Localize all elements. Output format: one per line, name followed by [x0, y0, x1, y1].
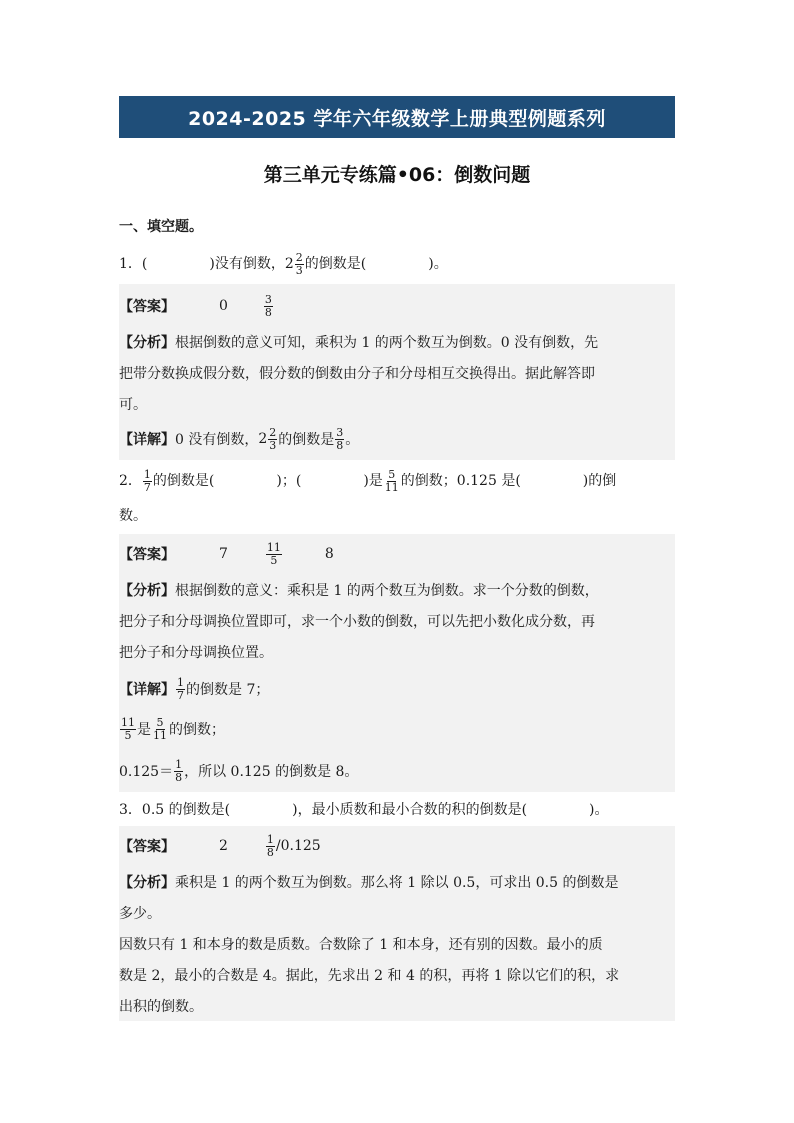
question-2-continued: 数。 [119, 508, 147, 524]
question-text: 0.5 的倒数是( [141, 802, 231, 818]
question-text: 的倒数；0.125 是( [400, 473, 521, 489]
solution-box-2 [119, 534, 675, 792]
mixed-whole: 2 [284, 256, 294, 272]
fraction: $\frac{2}{3}$ [295, 250, 303, 277]
question-text: )是 [363, 473, 383, 489]
answer-label: 【答案】 [119, 299, 175, 315]
answer-line [119, 288, 675, 324]
fraction: $\frac{1}{7}$ [143, 467, 151, 494]
answer-value: 2 [219, 838, 228, 854]
question-2 [119, 464, 679, 498]
question-1 [119, 247, 679, 281]
paren-open: ( [141, 256, 148, 272]
answer-line [119, 536, 675, 572]
question-text: 的倒数是( [304, 256, 367, 272]
question-number: 1． [119, 256, 142, 272]
answer-value: 8 [324, 546, 334, 562]
question-number: 2． [119, 473, 142, 489]
question-text: )，最小质数和最小合数的积的倒数是( [292, 802, 528, 818]
detail-line-3: 0.125＝ $\frac{1}{8}$ ，所以 0.125 的倒数是 8。 [119, 757, 359, 784]
answer-label: 【答案】 [119, 839, 175, 855]
detail-line-1: 【详解】 $\frac{1}{7}$ 的倒数是 7； [119, 675, 270, 702]
solution-box-3 [119, 826, 675, 1021]
analysis-text: 【分析】乘积是 1 的两个数互为倒数。那么将 1 除以 0.5，可求出 0.5 的倒数是 多少。 因数只有 1 和本身的数是质数。合数除了 1 和本身，还有别的因数。最小的质 数是 2，最小的合数是 4。据此，先求出 2 和 4 的积，再将 1 除以它们的积，求 出积的倒数。 [119, 875, 620, 1015]
answer-value: 0 [219, 298, 228, 314]
question-text: )的倒 [582, 473, 617, 489]
document-banner: 2024-2025 学年六年级数学上册典型例题系列 [119, 96, 675, 138]
answer-fraction: $\frac{3}{8}$ [264, 292, 272, 319]
section-heading: 一、填空题。 [119, 219, 203, 235]
question-number: 3． [119, 802, 142, 818]
document-subtitle: 第三单元专练篇•06：倒数问题 [263, 164, 531, 186]
question-text: )没有倒数， [209, 256, 285, 272]
answer-value: 7 [219, 546, 228, 562]
detail-text: 【详解】 0 没有倒数， 2 $\frac{2}{3}$ 的倒数是 $\frac{3}{8}$ 。 [119, 425, 360, 452]
answer-fraction: $\frac{1}{8}$ [266, 832, 274, 859]
question-3 [119, 793, 679, 827]
answer-fraction: $\frac{11}{5}$ [266, 540, 281, 567]
fraction: $\frac{5}{11}$ [384, 467, 399, 494]
solution-box-1 [119, 284, 675, 460]
answer-line [119, 828, 675, 864]
question-text: )。 [589, 802, 609, 818]
detail-line-2: $\frac{11}{5}$ 是 $\frac{5}{11}$ 的倒数； [121, 715, 225, 742]
analysis-text: 【分析】根据倒数的意义可知，乘积为 1 的两个数互为倒数。0 没有倒数，先 把带分数换成假分数，假分数的倒数由分子和分母相互交换得出。据此解答即 可。 [119, 335, 599, 413]
question-text: )。 [428, 256, 448, 272]
analysis-text: 【分析】根据倒数的意义：乘积是 1 的两个数互为倒数。求一个分数的倒数， 把分子和分母调换位置即可，求一个小数的倒数，可以先把小数化成分数，再 把分子和分母调换位置。 [119, 583, 599, 661]
question-text: 的倒数是( [152, 473, 215, 489]
question-text: )；( [276, 473, 302, 489]
answer-label: 【答案】 [119, 547, 175, 563]
answer-value: /0.125 [275, 838, 321, 854]
